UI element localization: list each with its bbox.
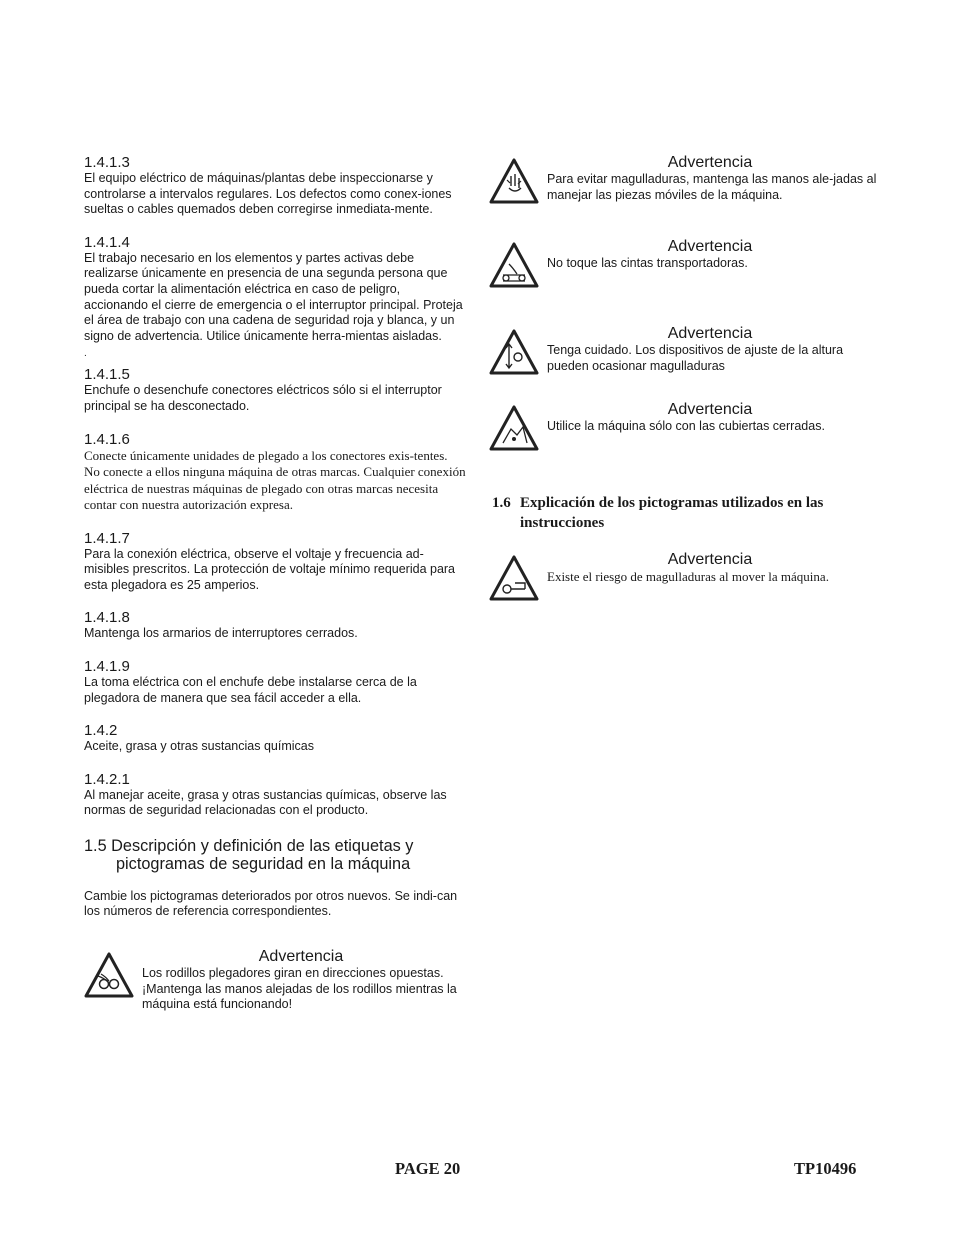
warning-title: Advertencia [667,238,753,255]
section-1-4-2 [84,722,466,755]
warning-text: Los rodillos plegadores giran en direcciones opuestas. ¡Mantenga las manos alejadas de los rodillos mientras la máquina está funcionando! [142,966,457,1012]
section-text: Mantenga los armarios de interruptores cerrados. [84,626,358,641]
section-1-4-1-7 [84,530,466,594]
right-column [489,154,879,601]
section-1-4-1-4 [84,234,466,359]
warning-hand-crush [489,154,879,204]
moving-machine-warning-icon [489,555,539,601]
warning-title: Advertencia [258,948,344,966]
covers-closed-warning-icon [489,405,539,451]
section-1-5-text: Cambie los pictogramas deteriorados por otros nuevos. Se indi-can los números de referencia correspondientes. [84,888,458,919]
conveyor-warning-icon [489,242,539,288]
section-text: Al manejar aceite, grasa y otras sustancias químicas, observe las normas de seguridad relacionadas con el producto. [84,787,447,818]
rollers-warning-icon [84,952,134,998]
warning-text: No toque las cintas transportadoras. [547,256,748,270]
left-column [84,154,466,1013]
section-1-4-1-9 [84,658,466,706]
height-adjust-warning-icon [489,329,539,375]
section-number: 1.4.2 [84,722,118,740]
warning-text: Para evitar magulladuras, mantenga las manos ale-jadas al manejar las piezas móviles de la máquina. [547,172,877,202]
warning-title: Advertencia [667,401,753,418]
section-number: 1.4.1.3 [84,154,130,171]
warning-title: Advertencia [667,325,753,342]
warning-height-adjust [489,325,879,375]
section-text: El trabajo necesario en los elementos y partes activas debe realizarse únicamente en presencia de una segunda persona que pueda cortar la alimentación eléctrica en caso de peligro, accionando el cierre de emergencia o el interruptor principal. Proteja el área de trabajo con una cadena de seguridad roja y blanca, y un signo de advertencia. Utilice únicamente herra-mientas aisladas. [84,250,463,343]
section-number: 1.4.1.8 [84,609,130,627]
hand-crush-warning-icon [489,158,539,204]
heading-text: Explicación de los pictogramas utilizados en las instrucciones [520,495,824,531]
heading-1-5 [84,837,466,874]
warning-text: Existe el riesgo de magulladuras al mover la máquina. [547,569,829,584]
section-text: El equipo eléctrico de máquinas/plantas debe inspeccionarse y controlarse a intervalos regulares. Los defectos como conex-iones sueltas o cables quemados deben corregirse inmediata-mente. [84,171,452,217]
section-text: Conecte únicamente unidades de plegado a los conectores exis-tentes. No conecte a ellos ninguna máquina de otras marcas. Cualquier conexión eléctrica de nuestras máquinas de plegado con otras marcas necesita contar con nuestra autorización expresa. [84,447,466,513]
heading-line-2: pictogramas de seguridad en la máquina [116,855,411,874]
warning-rollers [84,948,466,1013]
section-number: 1.4.1.4 [84,233,130,251]
section-number: 1.4.1.6 [84,430,130,448]
section-number: 1.4.1.5 [84,366,130,384]
warning-covers-closed [489,401,879,451]
page-number: PAGE 20 [395,1159,461,1178]
warning-moving-machine [489,551,879,601]
heading-1-6 [492,493,879,533]
section-text: Aceite, grasa y otras sustancias químicas [84,739,314,754]
warning-text: Tenga cuidado. Los dispositivos de ajuste de la altura pueden ocasionar magulladuras [547,343,844,373]
section-text: Enchufe o desenchufe conectores eléctricos sólo si el interruptor principal se ha desconectado. [84,383,442,413]
warning-text: Utilice la máquina sólo con las cubiertas cerradas. [547,419,825,433]
warning-conveyor [489,238,879,288]
heading-number: 1.6 [492,495,511,511]
section-1-4-1-6 [84,431,466,514]
document-code: TP10496 [794,1159,857,1178]
section-number: 1.4.1.7 [84,529,130,547]
warning-title: Advertencia [667,551,753,568]
section-1-4-1-3 [84,154,466,218]
section-number: 1.4.2.1 [84,770,130,788]
section-number: 1.4.1.9 [84,657,130,675]
heading-line-1: 1.5 Descripción y definición de las etiquetas y [84,836,414,855]
section-1-4-1-8 [84,609,466,642]
warning-title: Advertencia [667,154,753,171]
section-1-4-2-1 [84,771,466,819]
section-1-4-1-5 [84,366,466,414]
section-text: Para la conexión eléctrica, observe el voltaje y frecuencia ad-misibles prescritos. La protección de voltaje mínimo requerida para esta plegadora es 25 amperios. [84,546,456,592]
section-text: La toma eléctrica con el enchufe debe instalarse cerca de la plegadora de manera que sea fácil acceder a ella. [84,674,417,705]
stray-dot: . [84,348,87,360]
